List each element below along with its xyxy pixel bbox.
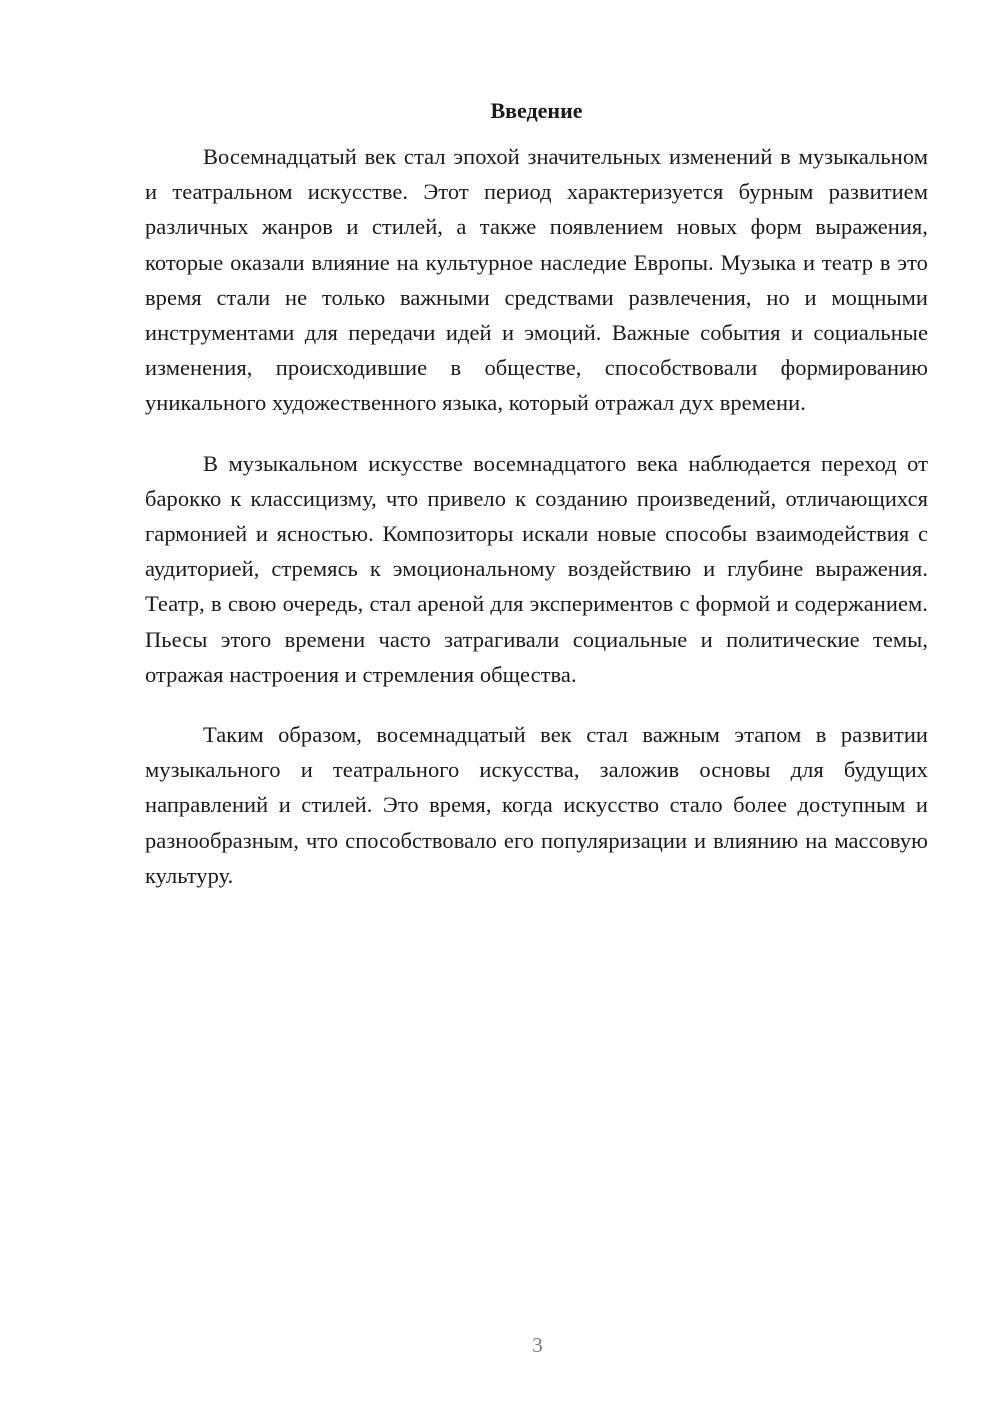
- page-content: [145, 95, 928, 918]
- paragraph-1: Восемнадцатый век стал эпохой значительных изменений в музыкальном и театральном искусстве. Этот период характеризуется бурным развитием различных жанров и стилей, а также появлением новых форм выражения, которые оказали влияние на культурное наследие Европы. Музыка и театр в это время стали не только важными средствами развлечения, но и мощными инструментами для передачи идей и эмоций. Важные события и социальные изменения, происходившие в обществе, способствовали формированию уникального художественного языка, который отражал дух времени.: [145, 144, 928, 416]
- page-number: 3: [532, 1333, 543, 1357]
- paragraph-3: Таким образом, восемнадцатый век стал важным этапом в развитии музыкального и театрального искусства, заложив основы для будущих направлений и стилей. Это время, когда искусство стало более доступным и разнообразным, что способствовало его популяризации и влиянию на массовую культуру.: [145, 722, 928, 888]
- section-title: Введение: [490, 98, 583, 123]
- paragraph-2: В музыкальном искусстве восемнадцатого века наблюдается переход от барокко к классицизму, что привело к созданию произведений, отличающихся гармонией и ясностью. Композиторы искали новые способы взаимодействия с аудиторией, стремясь к эмоциональному воздействию и глубине выражения. Театр, в свою очередь, стал ареной для экспериментов с формой и содержанием. Пьесы этого времени часто затрагивали социальные и политические темы, отражая настроения и стремления общества.: [145, 450, 928, 687]
